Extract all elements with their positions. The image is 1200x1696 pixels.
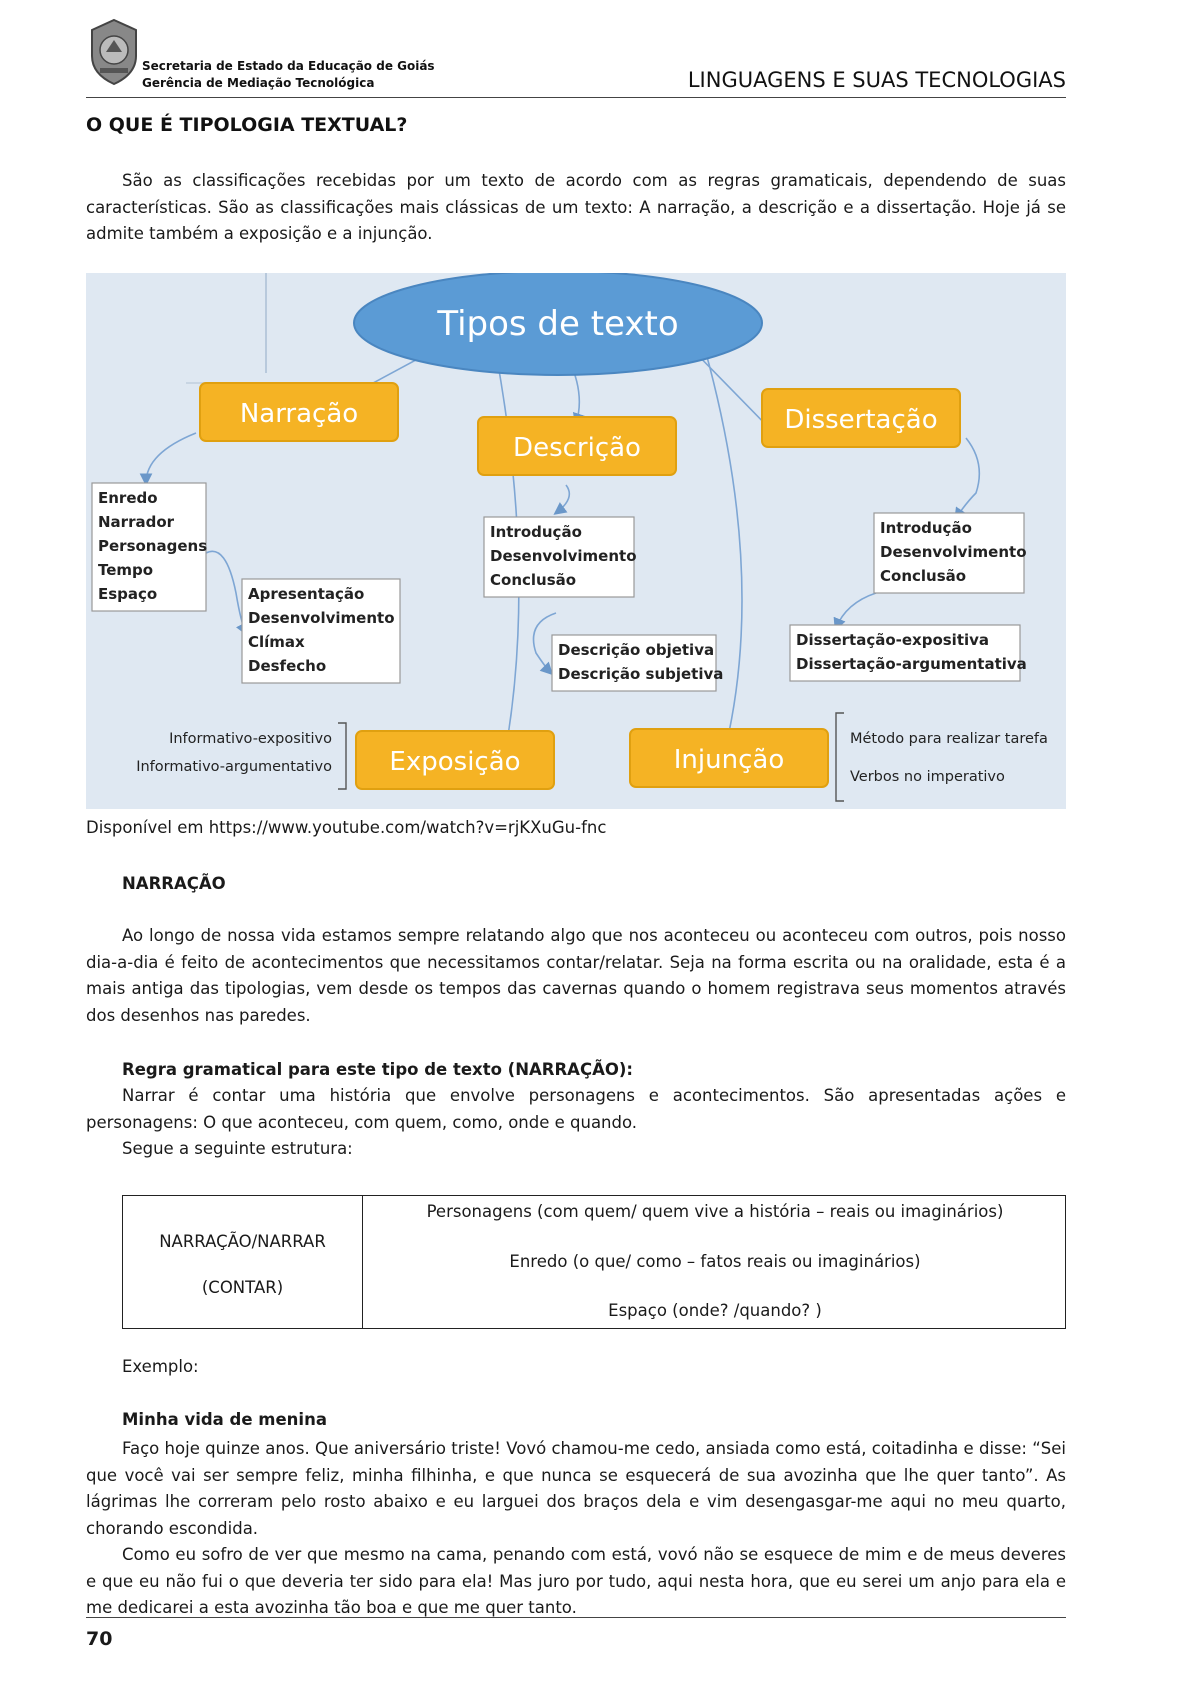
story-title: Minha vida de menina <box>122 1410 327 1429</box>
dissertacao-l1-item: Desenvolvimento <box>880 543 1027 561</box>
center-ellipse <box>354 273 762 375</box>
narracao-l1-item: Espaço <box>98 585 158 603</box>
dissertacao-l1-item: Conclusão <box>880 567 967 585</box>
image-source-caption: Disponível em https://www.youtube.com/watch?v=rjKXuGu-fnc <box>86 818 607 837</box>
page-header <box>86 18 1066 98</box>
rule-paragraph: Narrar é contar uma história que envolve personagens e acontecimentos. São apresentadas ações e personagens: O que aconteceu, com quem, como, onde e quando. <box>86 1086 1066 1132</box>
descricao-l1-item: Conclusão <box>490 571 577 589</box>
exposicao-item: Informativo-argumentativo <box>136 759 332 775</box>
narracao-node <box>200 383 398 441</box>
narracao-list-1 <box>92 483 207 611</box>
injuncao-item: Método para realizar tarefa <box>850 731 1048 747</box>
organization-name <box>142 58 435 92</box>
header-divider <box>86 97 1066 98</box>
narracao-paragraph: Ao longo de nossa vida estamos sempre relatando algo que nos aconteceu ou aconteceu com outros, pois nosso dia-a-dia é feito de acontecimentos que necessitamos contar/relatar. Seja na forma escrita ou na oralidade, esta é a mais antiga das tipologias, vem desde os tempos das cavernas quando o homem registrava seus momentos através dos desenhos nas paredes. <box>86 926 1066 1025</box>
descricao-l1-item: Introdução <box>490 523 582 541</box>
injuncao-label: Injunção <box>673 745 785 775</box>
narration-structure-table <box>122 1195 1066 1329</box>
table-right-line: Personagens (com quem/ quem vive a história – reais ou imaginários) <box>426 1202 1004 1221</box>
table-right-line: Enredo (o que/ como – fatos reais ou imaginários) <box>509 1252 921 1271</box>
dissertacao-l1-item: Introdução <box>880 519 972 537</box>
org-line-1: Secretaria de Estado da Educação de Goiás <box>142 59 435 73</box>
injuncao-item: Verbos no imperativo <box>850 769 1005 785</box>
story-paragraph-1: Faço hoje quinze anos. Que aniversário triste! Vovó chamou-me cedo, ansiada como está, coitadinha e disse: “Sei que você vai ser sempre feliz, minha filhinha, e que nunca se esquecerá de sua avozinha que lhe quer tanto”. As lágrimas lhe correram pelo rosto abaixo e eu larguei dos braços dela e vim desengasgar-me aqui no meu quarto, chorando escondida. <box>86 1439 1066 1538</box>
dissertacao-list-2 <box>790 625 1027 681</box>
descricao-label: Descrição <box>513 433 641 463</box>
dissertacao-node <box>762 389 960 447</box>
exposicao-item: Informativo-expositivo <box>169 731 332 747</box>
narracao-l2-item: Desenvolvimento <box>248 609 395 627</box>
state-seal-logo <box>86 18 142 86</box>
page-number: 70 <box>86 1628 113 1650</box>
structure-intro: Segue a seguinte estrutura: <box>122 1139 353 1158</box>
narracao-l2-item: Clímax <box>248 633 305 651</box>
descricao-l2-item: Descrição subjetiva <box>558 665 724 683</box>
dissertacao-l2-item: Dissertação-expositiva <box>796 631 990 649</box>
descricao-l2-item: Descrição objetiva <box>558 641 715 659</box>
narracao-l1-item: Narrador <box>98 513 175 531</box>
injuncao-items <box>836 713 1048 801</box>
narracao-l2-item: Apresentação <box>248 585 365 603</box>
intro-paragraph: São as classificações recebidas por um texto de acordo com as regras gramaticais, dependendo de suas características. São as classificações mais clássicas de um texto: A narração, a descrição e a dissertação. Hoje já se admite também a exposição e a injunção. <box>86 171 1066 243</box>
org-line-2: Gerência de Mediação Tecnológica <box>142 76 375 90</box>
narracao-label: Narração <box>239 399 359 429</box>
diagram-canvas <box>86 273 1066 809</box>
table-left-cell <box>123 1196 363 1328</box>
descricao-list-1 <box>484 517 637 597</box>
narracao-l2-item: Desfecho <box>248 657 327 675</box>
footer-divider <box>86 1617 1066 1618</box>
page-title: O QUE É TIPOLOGIA TEXTUAL? <box>86 114 408 136</box>
narracao-l1-item: Tempo <box>98 561 154 579</box>
injuncao-node <box>630 729 828 787</box>
table-left-line-1: NARRAÇÃO/NARRAR <box>159 1232 326 1251</box>
narracao-list-2 <box>242 579 400 683</box>
narracao-l1-item: Personagens <box>98 537 208 555</box>
subject-area: LINGUAGENS E SUAS TECNOLOGIAS <box>687 68 1066 92</box>
exposicao-items <box>136 723 346 789</box>
exposicao-label: Exposição <box>389 747 521 777</box>
descricao-list-2 <box>552 635 723 691</box>
descricao-node <box>478 417 676 475</box>
section-heading-narracao: NARRAÇÃO <box>122 874 226 893</box>
example-label: Exemplo: <box>122 1357 199 1376</box>
center-label: Tipos de texto <box>437 304 679 344</box>
narracao-l1-item: Enredo <box>98 489 158 507</box>
table-left-line-2: (CONTAR) <box>201 1278 284 1297</box>
text-types-diagram <box>86 273 1066 809</box>
dissertacao-list-1 <box>874 513 1027 593</box>
dissertacao-l2-item: Dissertação-argumentativa <box>796 655 1027 673</box>
dissertacao-label: Dissertação <box>784 405 938 435</box>
table-right-line: Espaço (onde? /quando? ) <box>608 1301 822 1320</box>
story-paragraph-2: Como eu sofro de ver que mesmo na cama, penando com está, vovó não se esquece de mim e de meus deveres e que eu não fui o que deveria ter sido para ela! Mas juro por tudo, aqui nesta hora, que eu serei um anjo para ela e me dedicarei a esta avozinha tão boa e que me quer tanto. <box>86 1545 1066 1617</box>
exposicao-node <box>356 731 554 789</box>
descricao-l1-item: Desenvolvimento <box>490 547 637 565</box>
rule-heading: Regra gramatical para este tipo de texto (NARRAÇÃO): <box>122 1060 634 1079</box>
